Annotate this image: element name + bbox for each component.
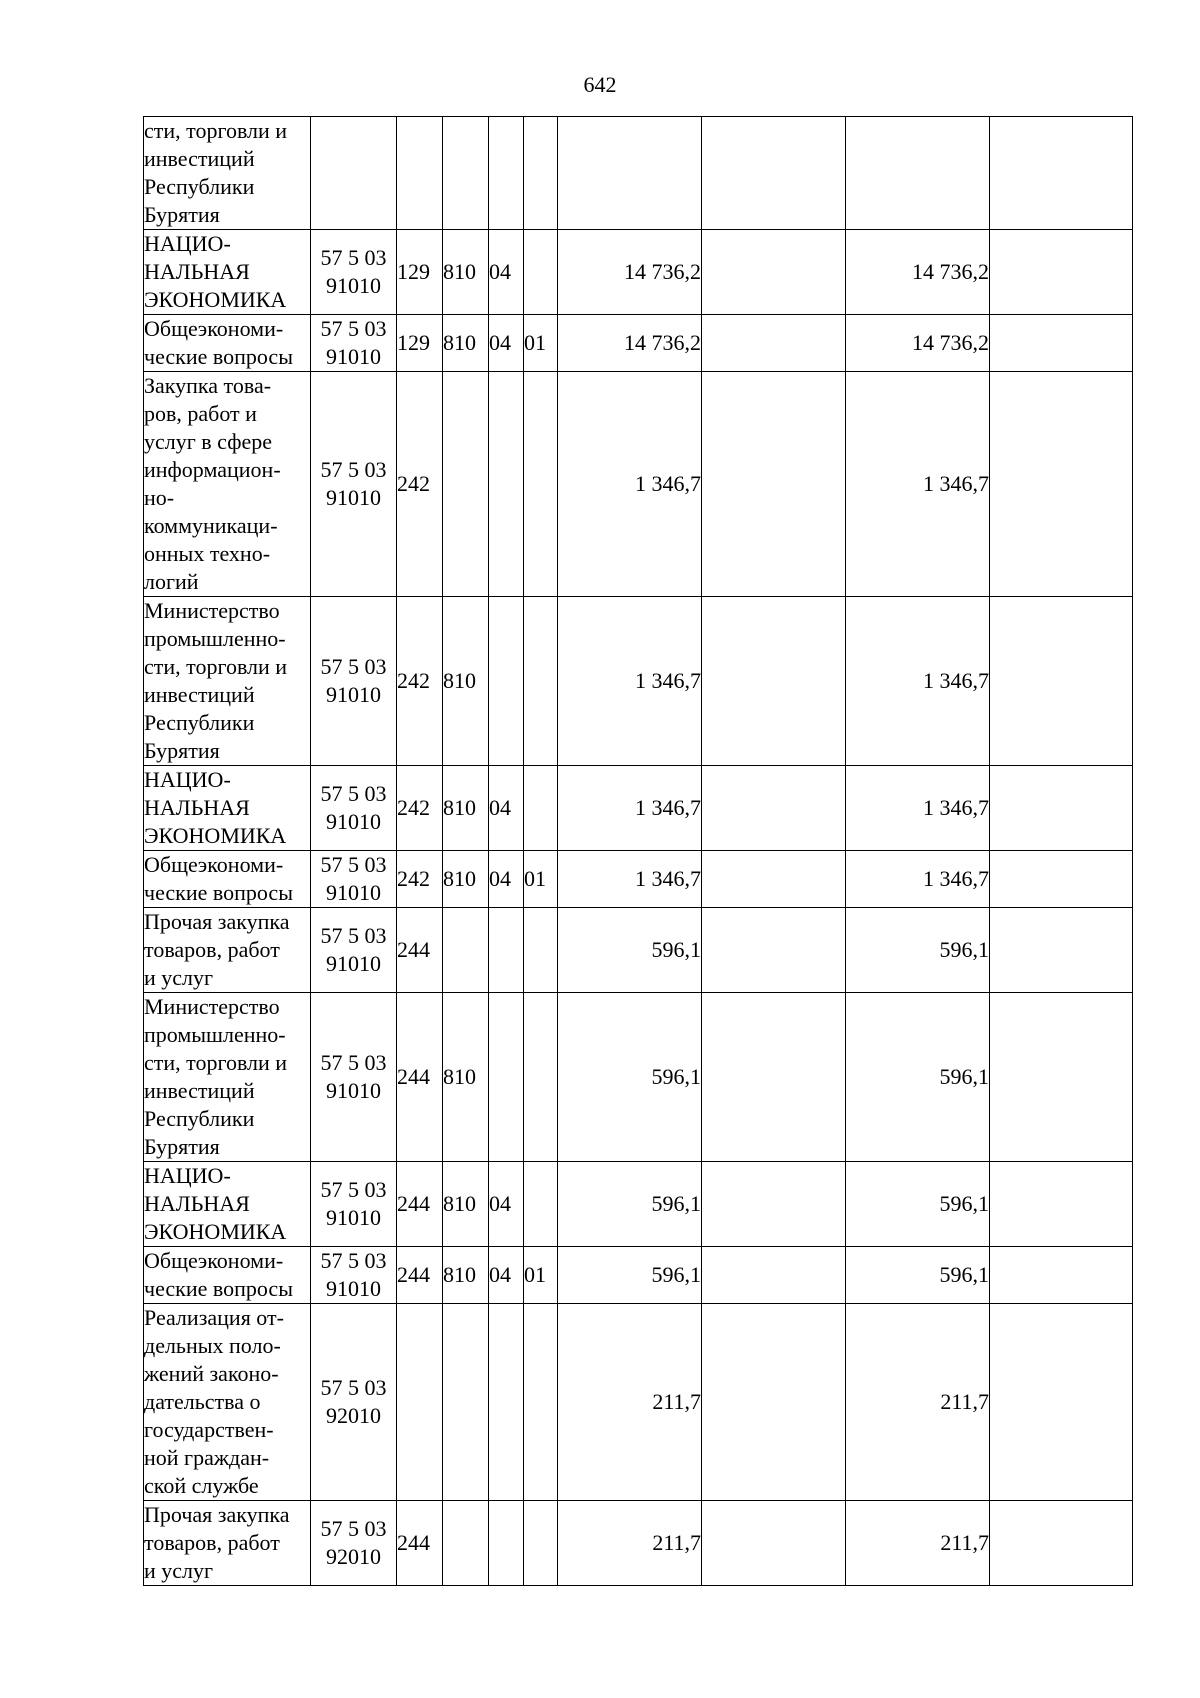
cell-target-article: [311, 597, 397, 766]
cell-amount-4: [990, 766, 1133, 851]
cell-expense-type: 242: [397, 597, 443, 766]
cell-amount-1: 1 346,7: [558, 851, 702, 908]
cell-ministry-code: [443, 1304, 489, 1501]
cell-amount-4: [990, 908, 1133, 993]
cell-amount-2: [702, 908, 846, 993]
name-line: сти, торговли и: [144, 654, 288, 679]
cell-amount-3: 1 346,7: [846, 766, 990, 851]
cell-amount-3: 596,1: [846, 1162, 990, 1247]
cell-name: [144, 1501, 311, 1586]
table-row: [144, 597, 1133, 766]
name-line: услуг в сфере: [144, 429, 272, 454]
cell-ministry-code: [443, 117, 489, 230]
name-line: и услуг: [144, 965, 214, 990]
cell-name: [144, 908, 311, 993]
cell-amount-1: 596,1: [558, 1247, 702, 1304]
cell-subsection: [524, 908, 558, 993]
cell-subsection: [524, 372, 558, 597]
csr-line: 91010: [326, 344, 381, 369]
name-line: дельных поло-: [144, 1333, 281, 1358]
cell-amount-4: [990, 117, 1133, 230]
name-line: Бурятия: [144, 738, 220, 763]
name-line: Прочая закупка: [144, 909, 290, 934]
cell-name: [144, 372, 311, 597]
cell-section: 04: [489, 1162, 524, 1247]
name-line: НАЛЬНАЯ: [144, 795, 250, 820]
name-line: ЭКОНОМИКА: [144, 1219, 287, 1244]
cell-amount-3: 596,1: [846, 908, 990, 993]
page-number: 642: [583, 72, 617, 97]
table-row: [144, 117, 1133, 230]
cell-amount-4: [990, 597, 1133, 766]
cell-amount-1: 596,1: [558, 993, 702, 1162]
name-line: НАЦИО-: [144, 1163, 231, 1188]
name-line: Прочая закупка: [144, 1502, 290, 1527]
cell-expense-type: 242: [397, 851, 443, 908]
name-line: Министерство: [144, 994, 280, 1019]
cell-name: [144, 993, 311, 1162]
name-line: Бурятия: [144, 202, 220, 227]
cell-expense-type: [397, 1304, 443, 1501]
table-row: [144, 315, 1133, 372]
csr-line: 57 5 03: [320, 781, 387, 806]
table-body: [144, 117, 1133, 1586]
cell-amount-1: 14 736,2: [558, 230, 702, 315]
cell-amount-4: [990, 1162, 1133, 1247]
cell-target-article: [311, 851, 397, 908]
name-line: ческие вопросы: [144, 880, 293, 905]
name-line: инвестиций: [144, 1078, 255, 1103]
cell-subsection: [524, 117, 558, 230]
name-line: дательства о: [144, 1389, 261, 1414]
cell-amount-2: [702, 117, 846, 230]
cell-amount-4: [990, 851, 1133, 908]
cell-subsection: 01: [524, 1247, 558, 1304]
name-line: Общеэкономи-: [144, 1248, 284, 1273]
cell-amount-1: 211,7: [558, 1304, 702, 1501]
cell-amount-4: [990, 230, 1133, 315]
cell-amount-1: 1 346,7: [558, 597, 702, 766]
cell-amount-2: [702, 1162, 846, 1247]
name-line: и услуг: [144, 1558, 214, 1583]
name-line: жений законо-: [144, 1361, 279, 1386]
cell-section: 04: [489, 766, 524, 851]
cell-subsection: 01: [524, 315, 558, 372]
cell-amount-2: [702, 1247, 846, 1304]
cell-ministry-code: 810: [443, 1162, 489, 1247]
cell-amount-3: 1 346,7: [846, 372, 990, 597]
cell-subsection: [524, 230, 558, 315]
cell-amount-3: 596,1: [846, 993, 990, 1162]
name-line: государствен-: [144, 1417, 274, 1442]
name-line: Республики: [144, 1106, 255, 1131]
cell-expense-type: 129: [397, 230, 443, 315]
cell-section: [489, 597, 524, 766]
cell-ministry-code: 810: [443, 315, 489, 372]
cell-ministry-code: 810: [443, 851, 489, 908]
csr-line: 57 5 03: [320, 457, 387, 482]
cell-amount-4: [990, 1247, 1133, 1304]
cell-name: [144, 597, 311, 766]
csr-line: 57 5 03: [320, 654, 387, 679]
table-row: [144, 1501, 1133, 1586]
csr-line: 91010: [326, 682, 381, 707]
name-line: промышленно-: [144, 1022, 286, 1047]
name-line: ной граждан-: [144, 1445, 270, 1470]
name-line: промышленно-: [144, 626, 286, 651]
cell-expense-type: 244: [397, 993, 443, 1162]
csr-line: 91010: [326, 809, 381, 834]
name-line: сти, торговли и: [144, 1050, 288, 1075]
cell-amount-2: [702, 315, 846, 372]
cell-amount-1: 211,7: [558, 1501, 702, 1586]
cell-target-article: [311, 1501, 397, 1586]
cell-subsection: 01: [524, 851, 558, 908]
cell-name: [144, 230, 311, 315]
csr-line: 57 5 03: [320, 1177, 387, 1202]
cell-amount-3: 14 736,2: [846, 230, 990, 315]
cell-target-article: [311, 993, 397, 1162]
table-row: [144, 1247, 1133, 1304]
cell-section: 04: [489, 315, 524, 372]
name-line: ческие вопросы: [144, 1276, 293, 1301]
cell-section: [489, 117, 524, 230]
cell-amount-1: 1 346,7: [558, 372, 702, 597]
cell-amount-3: 14 736,2: [846, 315, 990, 372]
csr-line: 57 5 03: [320, 245, 387, 270]
cell-amount-3: 596,1: [846, 1247, 990, 1304]
cell-amount-2: [702, 230, 846, 315]
cell-amount-4: [990, 1304, 1133, 1501]
cell-amount-3: 211,7: [846, 1501, 990, 1586]
cell-expense-type: 244: [397, 1501, 443, 1586]
name-line: товаров, работ: [144, 937, 280, 962]
cell-target-article: [311, 372, 397, 597]
cell-amount-3: 211,7: [846, 1304, 990, 1501]
cell-amount-2: [702, 597, 846, 766]
csr-line: 57 5 03: [320, 1375, 387, 1400]
csr-line: 57 5 03: [320, 316, 387, 341]
csr-line: 57 5 03: [320, 1248, 387, 1273]
cell-amount-2: [702, 766, 846, 851]
cell-name: [144, 1247, 311, 1304]
table-row: [144, 1304, 1133, 1501]
name-line: Закупка това-: [144, 373, 272, 398]
cell-name: [144, 315, 311, 372]
cell-amount-4: [990, 1501, 1133, 1586]
csr-line: 92010: [326, 1403, 381, 1428]
budget-table: [143, 116, 1133, 1586]
name-line: Республики: [144, 710, 255, 735]
cell-ministry-code: [443, 908, 489, 993]
cell-expense-type: 244: [397, 1247, 443, 1304]
name-line: ров, работ и: [144, 401, 257, 426]
cell-amount-1: [558, 117, 702, 230]
cell-amount-1: 596,1: [558, 908, 702, 993]
cell-subsection: [524, 1162, 558, 1247]
csr-line: 91010: [326, 1078, 381, 1103]
cell-amount-3: [846, 117, 990, 230]
csr-line: 91010: [326, 880, 381, 905]
name-line: ческие вопросы: [144, 344, 293, 369]
cell-expense-type: 242: [397, 766, 443, 851]
cell-name: [144, 766, 311, 851]
cell-name: [144, 117, 311, 230]
name-line: инвестиций: [144, 682, 255, 707]
cell-ministry-code: 810: [443, 597, 489, 766]
cell-target-article: [311, 117, 397, 230]
name-line: онных техно-: [144, 541, 271, 566]
name-line: товаров, работ: [144, 1530, 280, 1555]
cell-target-article: [311, 1162, 397, 1247]
cell-ministry-code: [443, 372, 489, 597]
csr-line: 57 5 03: [320, 1050, 387, 1075]
name-line: но-: [144, 485, 175, 510]
name-line: Бурятия: [144, 1134, 220, 1159]
cell-target-article: [311, 908, 397, 993]
csr-line: 57 5 03: [320, 852, 387, 877]
csr-line: 91010: [326, 273, 381, 298]
cell-expense-type: 242: [397, 372, 443, 597]
cell-amount-2: [702, 1501, 846, 1586]
cell-expense-type: 129: [397, 315, 443, 372]
table-row: [144, 230, 1133, 315]
name-line: логий: [144, 569, 199, 594]
cell-section: 04: [489, 851, 524, 908]
cell-section: [489, 1501, 524, 1586]
cell-amount-3: 1 346,7: [846, 597, 990, 766]
cell-name: [144, 851, 311, 908]
csr-line: 57 5 03: [320, 923, 387, 948]
cell-target-article: [311, 766, 397, 851]
name-line: Общеэкономи-: [144, 852, 284, 877]
csr-line: 91010: [326, 1276, 381, 1301]
csr-line: 91010: [326, 485, 381, 510]
name-line: Министерство: [144, 598, 280, 623]
cell-amount-4: [990, 372, 1133, 597]
cell-amount-2: [702, 372, 846, 597]
cell-expense-type: 244: [397, 908, 443, 993]
cell-subsection: [524, 766, 558, 851]
name-line: НАЦИО-: [144, 767, 231, 792]
cell-expense-type: 244: [397, 1162, 443, 1247]
name-line: Республики: [144, 174, 255, 199]
cell-target-article: [311, 230, 397, 315]
cell-subsection: [524, 1501, 558, 1586]
name-line: НАЛЬНАЯ: [144, 1191, 250, 1216]
name-line: информацион-: [144, 457, 281, 482]
csr-line: 57 5 03: [320, 1516, 387, 1541]
cell-section: [489, 1304, 524, 1501]
table-row: [144, 993, 1133, 1162]
name-line: НАЦИО-: [144, 231, 231, 256]
cell-section: [489, 908, 524, 993]
name-line: ЭКОНОМИКА: [144, 287, 287, 312]
name-line: сти, торговли и: [144, 118, 288, 143]
cell-subsection: [524, 597, 558, 766]
name-line: инвестиций: [144, 146, 255, 171]
cell-target-article: [311, 1247, 397, 1304]
cell-ministry-code: 810: [443, 993, 489, 1162]
table-row: [144, 766, 1133, 851]
csr-line: 91010: [326, 1205, 381, 1230]
cell-amount-3: 1 346,7: [846, 851, 990, 908]
cell-amount-1: 14 736,2: [558, 315, 702, 372]
cell-amount-1: 1 346,7: [558, 766, 702, 851]
table-row: [144, 851, 1133, 908]
cell-ministry-code: 810: [443, 230, 489, 315]
name-line: Реализация от-: [144, 1305, 284, 1330]
cell-amount-2: [702, 993, 846, 1162]
cell-ministry-code: [443, 1501, 489, 1586]
name-line: коммуникаци-: [144, 513, 278, 538]
name-line: ской службе: [144, 1473, 259, 1498]
csr-line: 92010: [326, 1544, 381, 1569]
cell-target-article: [311, 1304, 397, 1501]
cell-amount-2: [702, 851, 846, 908]
cell-amount-2: [702, 1304, 846, 1501]
table-row: [144, 1162, 1133, 1247]
cell-amount-1: 596,1: [558, 1162, 702, 1247]
cell-target-article: [311, 315, 397, 372]
cell-section: 04: [489, 1247, 524, 1304]
name-line: ЭКОНОМИКА: [144, 823, 287, 848]
cell-name: [144, 1304, 311, 1501]
cell-subsection: [524, 993, 558, 1162]
cell-expense-type: [397, 117, 443, 230]
name-line: Общеэкономи-: [144, 316, 284, 341]
name-line: НАЛЬНАЯ: [144, 259, 250, 284]
table-row: [144, 908, 1133, 993]
cell-section: [489, 993, 524, 1162]
cell-amount-4: [990, 315, 1133, 372]
cell-amount-4: [990, 993, 1133, 1162]
cell-name: [144, 1162, 311, 1247]
cell-section: [489, 372, 524, 597]
table-row: [144, 372, 1133, 597]
cell-ministry-code: 810: [443, 766, 489, 851]
cell-subsection: [524, 1304, 558, 1501]
cell-ministry-code: 810: [443, 1247, 489, 1304]
cell-section: 04: [489, 230, 524, 315]
csr-line: 91010: [326, 951, 381, 976]
